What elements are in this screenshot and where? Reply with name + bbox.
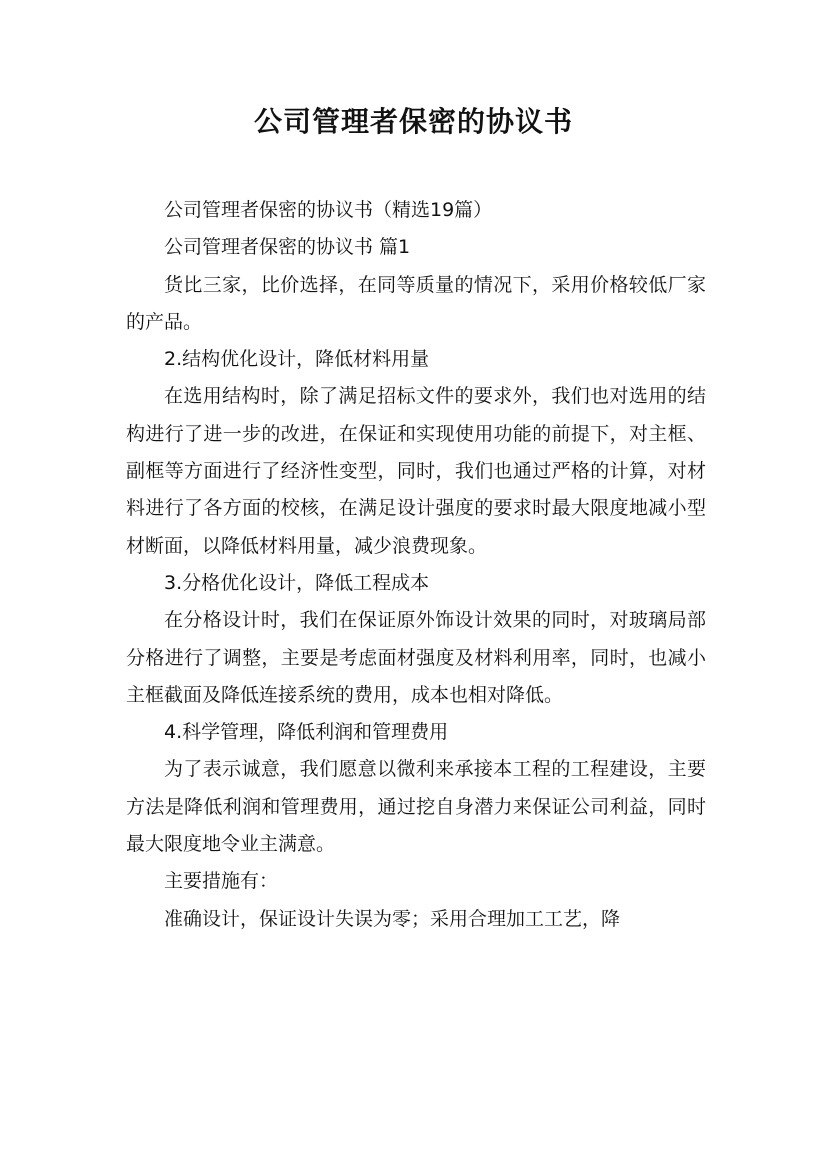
paragraph-section-heading: 公司管理者保密的协议书 篇1 <box>164 236 411 259</box>
document-body <box>126 192 706 938</box>
paragraph: 为了表示诚意，我们愿意以微利来承接本工程的工程建设，主要方法是降低利润和管理费用，通过挖自身潜力来保证公司利益，同时最大限度地令业主满意。 <box>126 758 706 856</box>
paragraph-heading: 2.结构优化设计，降低材料用量 <box>164 348 430 371</box>
paragraph: 在分格设计时，我们在保证原外饰设计效果的同时，对玻璃局部分格进行了调整，主要是考虑面材强度及材料利用率，同时，也减小主框截面及降低连接系统的费用，成本也相对降低。 <box>126 609 706 706</box>
document-title: 公司管理者保密的协议书 <box>253 105 573 138</box>
paragraph-heading: 3.分格优化设计，降低工程成本 <box>164 571 430 594</box>
paragraph-heading: 4.科学管理，降低利润和管理费用 <box>164 721 449 744</box>
paragraph: 在选用结构时，除了满足招标文件的要求外，我们也对选用的结构进行了进一步的改进，在保证和实现使用功能的前提下，对主框、副框等方面进行了经济性变型，同时，我们也通过严格的计算，对材料进行了各方面的校核，在满足设计强度的要求时最大限度地减小型材断面，以降低材料用量，减少浪费现象。 <box>126 385 706 557</box>
paragraph: 主要措施有： <box>164 870 279 893</box>
paragraph-subtitle: 公司管理者保密的协议书（精选19篇） <box>164 199 493 221</box>
paragraph: 准确设计，保证设计失误为零；采用合理加工工艺，降 <box>164 907 621 930</box>
paragraph: 货比三家，比价选择，在同等质量的情况下，采用价格较低厂家的产品。 <box>126 273 706 333</box>
